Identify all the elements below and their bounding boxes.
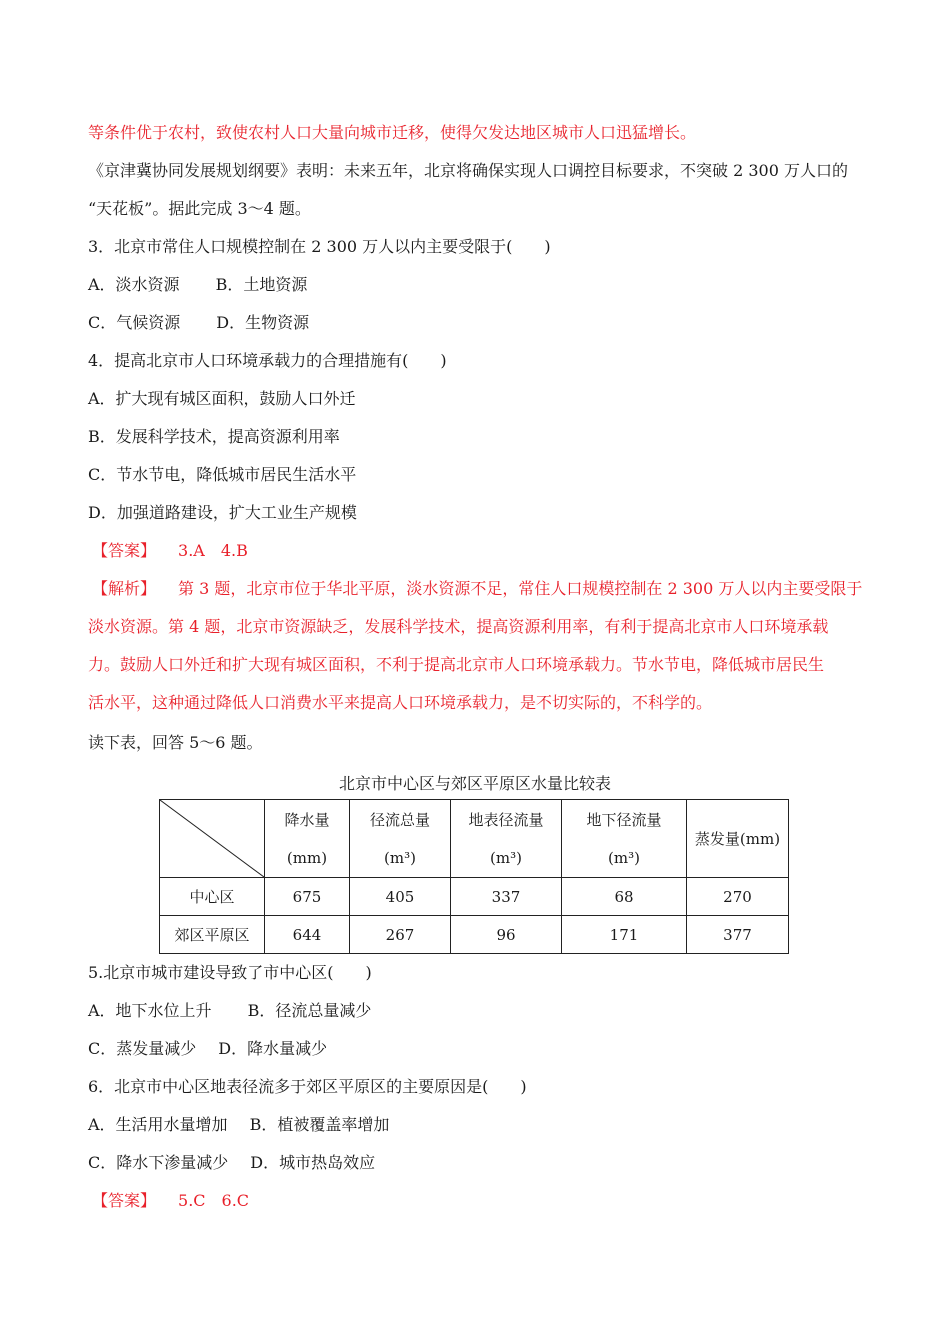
cell-value: 377 [687,916,789,954]
cell-value: 644 [265,916,350,954]
option-5b: B．径流总量减少 [247,1001,372,1020]
header-precipitation: 降水量 (mm) [265,800,350,878]
header-evaporation: 蒸发量(mm) [687,800,789,878]
question-5-stem: 5.北京市城市建设导致了市中心区( ) [88,963,372,982]
table-row [160,916,789,954]
question-5-options-ab [88,1001,371,1021]
row-label: 郊区平原区 [160,916,265,954]
water-comparison-table [159,799,789,954]
question-6-stem: 6．北京市中心区地表径流多于郊区平原区的主要原因是( ) [88,1077,527,1096]
analysis-line-3: 力。鼓励人口外迁和扩大现有城区面积，不利于提高北京市人口环境承载力。节水节电，降低城市居民生 [88,655,825,674]
option-5c: C．蒸发量减少 [88,1039,197,1058]
answer-3-4 [92,541,248,561]
answer-text: 3.A 4.B [178,541,248,560]
material-line-2: “天花板”。据此完成 3～4 题。 [88,199,311,218]
question-3-options-cd [88,313,309,333]
option-6b: B．植被覆盖率增加 [249,1115,390,1134]
material-line-1: 《京津冀协同发展规划纲要》表明：未来五年，北京将确保实现人口调控目标要求，不突破 2 300 万人口的 [88,161,848,180]
header-total-runoff: 径流总量 (m³) [350,800,451,878]
option-4b: B．发展科学技术，提高资源利用率 [88,427,340,446]
analysis-text-1: 第 3 题，北京市位于华北平原，淡水资源不足，常住人口规模控制在 2 300 万人以内主要受限于 [178,579,863,598]
cell-value: 337 [451,878,562,916]
answer-tag: 【答案】 [92,541,157,560]
option-6a: A．生活用水量增加 [88,1115,228,1134]
header-surface-runoff: 地表径流量 (m³) [451,800,562,878]
option-4c: C．节水节电，降低城市居民生活水平 [88,465,357,484]
option-4d: D．加强道路建设，扩大工业生产规模 [88,503,357,522]
cell-value: 68 [562,878,687,916]
cell-value: 96 [451,916,562,954]
option-6c: C．降水下渗量减少 [88,1153,229,1172]
analysis-line-1 [92,579,862,599]
table-row [160,878,789,916]
question-3-stem: 3．北京市常住人口规模控制在 2 300 万人以内主要受限于( ) [88,237,551,256]
table-caption: 北京市中心区与郊区平原区水量比较表 [338,774,611,793]
option-5d: D．降水量减少 [218,1039,328,1058]
question-6-options-ab [88,1115,389,1135]
table-corner-cell [160,800,265,878]
intro-text: 等条件优于农村，致使农村人口大量向城市迁移，使得欠发达地区城市人口迅猛增长。 [88,123,697,142]
option-3b: B．土地资源 [215,275,308,294]
answer-5-6 [92,1191,249,1211]
question-4-stem: 4．提高北京市人口环境承载力的合理措施有( ) [88,351,447,370]
option-3d: D．生物资源 [216,313,310,332]
answer-tag: 【答案】 [92,1191,157,1210]
analysis-tag: 【解析】 [92,579,157,598]
cell-value: 405 [350,878,451,916]
read-table-instruction: 读下表，回答 5～6 题。 [88,733,263,752]
option-6d: D．城市热岛效应 [250,1153,376,1172]
question-3-options-ab [88,275,307,295]
row-label: 中心区 [160,878,265,916]
analysis-line-2: 淡水资源。第 4 题，北京市资源缺乏，发展科学技术，提高资源利用率，有利于提高北京市人口环境承载 [88,617,829,636]
answer-text: 5.C 6.C [178,1191,250,1210]
option-3a: A．淡水资源 [88,275,180,294]
question-5-options-cd [88,1039,327,1059]
cell-value: 267 [350,916,451,954]
analysis-line-4: 活水平，这种通过降低人口消费水平来提高人口环境承载力，是不切实际的，不科学的。 [88,693,713,712]
option-4a: A．扩大现有城区面积，鼓励人口外迁 [88,389,356,408]
cell-value: 171 [562,916,687,954]
cell-value: 270 [687,878,789,916]
option-5a: A．地下水位上升 [88,1001,212,1020]
question-6-options-cd [88,1153,375,1173]
header-underground-runoff: 地下径流量 (m³) [562,800,687,878]
option-3c: C．气候资源 [88,313,181,332]
cell-value: 675 [265,878,350,916]
